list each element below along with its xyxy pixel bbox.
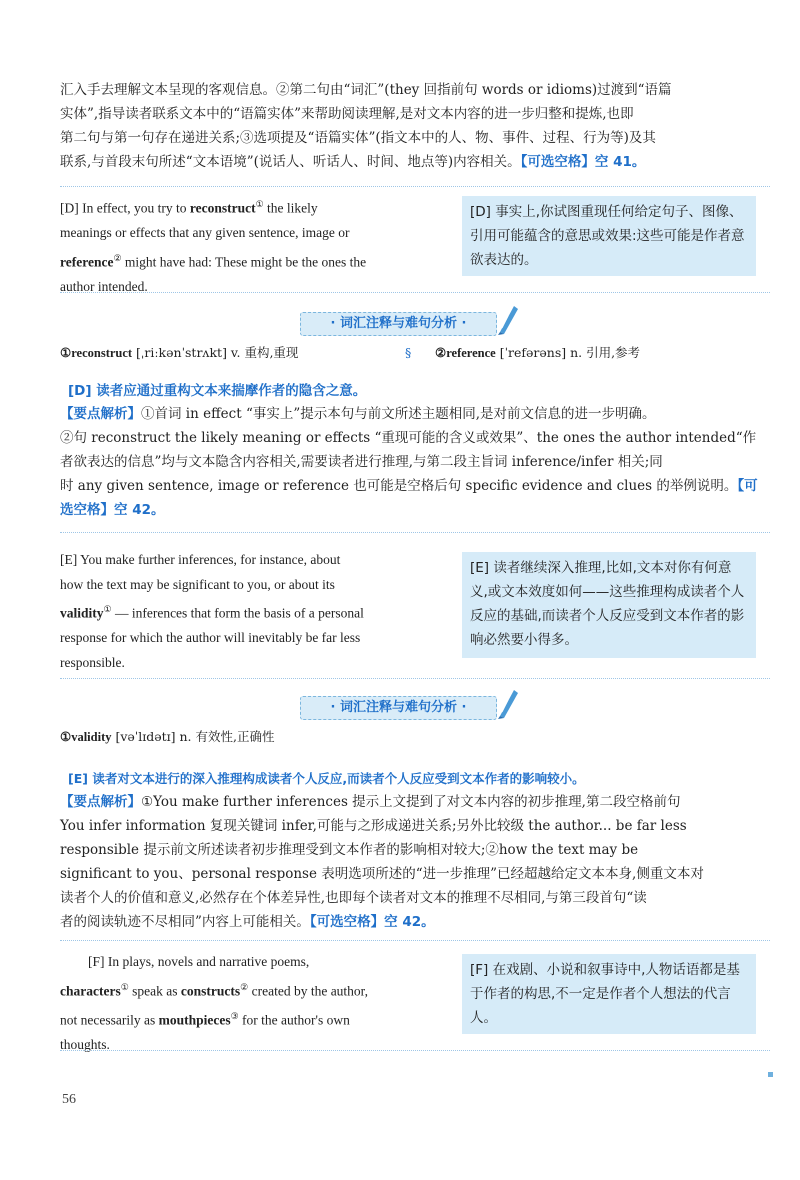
analysis-e: 【要点解析】①You make further inferences 提示上文提到了对文本内容的初步推理,第二段空格前句 You infer information 复现关键词 infer,可能与之形成递进关系;另外比较级 the author... be far less responsible 提示前文所述读者初步推理受到文本作者的影响相对较大;②how the text may be significant to you、personal response 表明选项所述的“进一步推理”已经超越给定文本本身,侧重文本对 读者个人的价值和意义,必然存在个体差异性,也即每个读者对文本的推理不尽相同,与第三段首句“读 者的阅读轨迹不尽相同”内容上可能相关。【可选空格】空 42。 [60, 794, 704, 930]
divider [60, 940, 770, 941]
divider [60, 1050, 770, 1051]
section-summary: [E] 读者对文本进行的深入推理构成读者个人反应,而读者个人反应受到文本作者的影响较小。 [68, 771, 585, 786]
vocab-item: ②reference [ˈrefərəns] n. 引用,参考 [435, 345, 641, 360]
option-tag: 【可选空格】空 41。 [520, 154, 646, 170]
separator-icon: § [405, 345, 412, 360]
section-summary: [D] 读者应通过重构文本来揣摩作者的隐含之意。 [68, 383, 367, 399]
vocab-header: · 词汇注释与难句分析 · [300, 310, 500, 336]
option-tag: 选空格】空 42。 [60, 502, 165, 518]
intro-line: 联系,与首段末句所述“文本语境”(说话人、听话人、时间、地点等)内容相关。【可选空格】空 41。 [60, 154, 646, 170]
intro-line: 实体”,指导读者联系文本中的“语篇实体”来帮助阅读理解,是对文本内容的进一步归整和提炼,也即 [60, 106, 634, 122]
page-number: 56 [62, 1092, 76, 1107]
option-tag: 【可 [737, 478, 758, 494]
option-tag: 【可选空格】空 42。 [309, 914, 435, 930]
intro-line: 汇入手去理解文本呈现的客观信息。②第二句由“词汇”(they 回指前句 words or idioms)过渡到“语篇 [60, 82, 672, 98]
divider [60, 678, 770, 679]
divider [60, 292, 770, 293]
passage-e-translation: [E] 读者继续深入推理,比如,文本对你有何意义,或文本效度如何——这些推理构成读者个人反应的基础,而读者个人反应受到文本作者的影响必然要小得多。 [462, 552, 756, 658]
divider [60, 186, 770, 187]
pen-icon [496, 302, 520, 336]
passage-d-translation: [D] 事实上,你试图重现任何给定句子、图像、引用可能蕴含的意思或效果:这些可能是作者意欲表达的。 [462, 196, 756, 276]
intro-paragraph [60, 78, 770, 174]
vocab-header: · 词汇注释与难句分析 · [300, 694, 500, 720]
vocab-item: ①reconstruct [ˌriːkənˈstrʌkt] v. 重构,重现 [60, 345, 299, 360]
analysis-label: 【要点解析】 [60, 406, 141, 422]
analysis-label: 【要点解析】 [60, 794, 141, 810]
intro-line: 第二句与第一句存在递进关系;③选项提及“语篇实体”(指文本中的人、物、事件、过程、行为等)及其 [60, 130, 656, 146]
passage-d-english: [D] In effect, you try to reconstruct① the likely meanings or effects that any given sentence, image or reference② might have had: These might be the ones the author intended. [60, 199, 367, 294]
vocab-item: ①validity [vəˈlɪdətɪ] n. 有效性,正确性 [60, 729, 275, 744]
passage-e-english: [E] You make further inferences, for instance, about how the text may be significant to you, or about its validity① — inferences that form the basis of a personal response for which the author will inevitably be far less responsible. [60, 552, 364, 670]
corner-marker [768, 1072, 773, 1077]
analysis-d: 【要点解析】①首词 in effect “事实上”提示本句与前文所述主题相同,是对前文信息的进一步明确。 ②句 reconstruct the likely meaning or effects “重现可能的含义或效果”、the ones the author intended“作 者欲表达的信息”均与文本隐含内容相关,需要读者进行推理,与第二段主旨词 inference/infer 相关;同 时 any given sentence, image or reference 也可能是空格后句 specific evidence and clues 的举例说明。【可 选空格】空 42。 [60, 406, 758, 518]
passage-f-english: [F] In plays, novels and narrative poems, characters① speak as constructs② created by the author, not necessarily as mouthpieces③ for the author's own thoughts. [60, 954, 369, 1052]
pen-icon [496, 686, 520, 720]
divider [60, 532, 770, 533]
passage-f-translation: [F] 在戏剧、小说和叙事诗中,人物话语都是基于作者的构思,不一定是作者个人想法的代言人。 [462, 954, 756, 1034]
